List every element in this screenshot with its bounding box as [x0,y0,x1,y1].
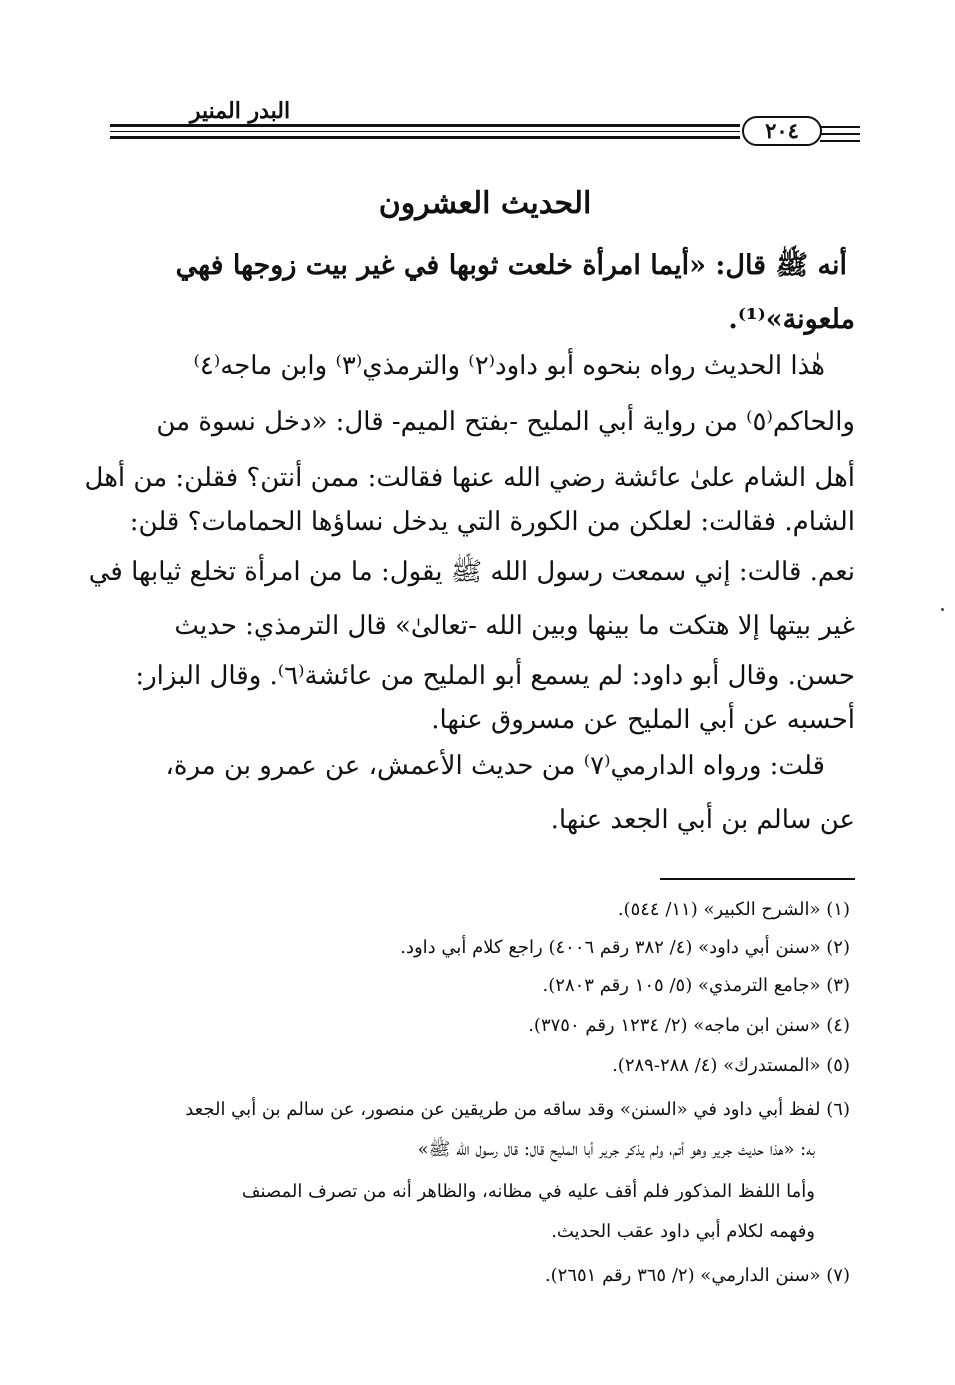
footnote-line: (٧) «سنن الدارمي» (٢/ ٣٦٥ رقم ٢٦٥١). [544,1265,850,1286]
header-rule [110,131,740,132]
section-heading: الحديث العشرون [378,186,592,221]
footnote-line: وفهمه لكلام أبي داود عقب الحديث. [551,1221,815,1242]
footnote-separator [660,878,855,880]
scan-speck [941,608,944,611]
footnote-line: (٦) لفظ أبي داود في «السنن» وقد ساقه من طريقين عن منصور، عن سالم بن أبي الجعد [185,1099,850,1120]
footnote-line: (٢) «سنن أبي داود» (٤/ ٣٨٢ رقم ٤٠٠٦) راجع كلام أبي داود. [400,937,850,958]
footnote-line: (١) «الشرح الكبير» (١١/ ٥٤٤). [617,899,850,920]
body-line: والحاكم⁽٥⁾ من رواية أبي المليح -بفتح الميم- قال: «دخل نسوة من [156,407,855,437]
body-line: قلت: ورواه الدارمي⁽٧⁾ من حديث الأعمش، عن عمرو بن مرة، [165,751,825,781]
header-rule [110,136,740,139]
body-line: عن سالم بن أبي الجعد عنها. [550,805,855,835]
body-line: هٰذا الحديث رواه بنحوه أبو داود⁽٢⁾ والترمذي⁽٣⁾ وابن ماجه⁽٤⁾ [193,351,825,381]
header-rule [110,124,740,127]
footnote-line: (٣) «جامع الترمذي» (٥/ ١٠٥ رقم ٢٨٠٣). [542,975,850,996]
body-line: أحسبه عن أبي المليح عن مسروق عنها. [431,705,855,735]
body-line: أهل الشام علىٰ عائشة رضي الله عنها فقالت: ممن أنتن؟ فقلن: من أهل [84,463,855,493]
footnote-line: وأما اللفظ المذكور فلم أقف عليه في مظانه، والظاهر أنه من تصرف المصنف [241,1181,815,1202]
header-rule [820,140,860,142]
header-rule [820,133,860,135]
footnote-line: (٤) «سنن ابن ماجه» (٢/ ١٢٣٤ رقم ٣٧٥٠). [528,1015,850,1036]
footnote-line: (٥) «المستدرك» (٤/ ٢٨٨-٢٨٩). [612,1055,850,1076]
header-rule [820,126,860,128]
body-line: حسن. وقال أبو داود: لم يسمع أبو المليح من عائشة⁽٦⁾. وقال البزار: [135,661,855,691]
hadith-line: أنه ﷺ قال: «أيما امرأة خلعت ثوبها في غير بيت زوجها فهي [175,250,847,281]
hadith-line: ملعونة»⁽¹⁾. [728,304,855,335]
footnote-line: به: «هذا حديث جرير وهو أتم، ولم يذكر جرير أبا المليح قال: قال رسول الله ﷺ» [417,1139,815,1160]
running-header-title: البدر المنير [189,98,291,124]
body-line: الشام. فقالت: لعلكن من الكورة التي يدخل نساؤها الحمامات؟ قلن: [129,507,855,537]
body-line: غير بيتها إلا هتكت ما بينها وبين الله -تعالىٰ» قال الترمذي: حديث [174,611,855,641]
body-line: نعم. قالت: إني سمعت رسول الله ﷺ يقول: ما من امرأة تخلع ثيابها في [88,557,855,587]
page-number: ٢٠٤ [742,116,822,146]
